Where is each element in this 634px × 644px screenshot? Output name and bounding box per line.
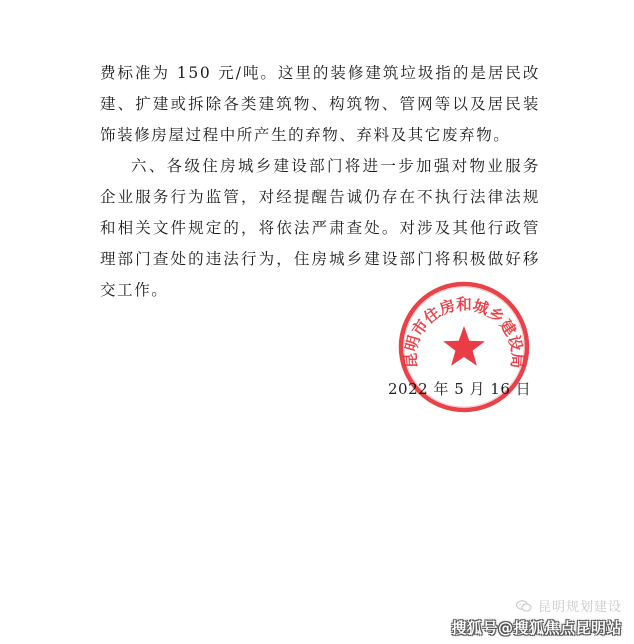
watermark-credit: 搜狐号@搜狐焦点昆明站 bbox=[451, 619, 622, 637]
star-icon bbox=[443, 326, 485, 366]
watermark-account: 昆明规划建设 bbox=[537, 600, 622, 615]
seal-text: 昆明市住房和城乡建设局 bbox=[401, 295, 527, 369]
document-body bbox=[100, 58, 540, 306]
watermark bbox=[422, 596, 622, 638]
paragraph-fee-standard: 费标准为 150 元/吨。这里的装修建筑垃圾指的是居民改建、扩建或拆除各类建筑物、构筑物、管网等以及居民装饰装修房屋过程中所产生的弃物、弃料及其它废弃物。 bbox=[100, 64, 540, 144]
official-seal bbox=[395, 278, 533, 416]
wechat-icon bbox=[516, 600, 532, 612]
paragraph-item-six: 六、各级住房城乡建设部门将进一步加强对物业服务企业服务行为监管，对经提醒告诚仍存在不执行法律法规和相关文件规定的，将依法严肃查处。对涉及其他行政管理部门查处的违法行为，住房城乡建设部门将积极做好移交工作。 bbox=[100, 157, 540, 299]
watermark-account-row bbox=[422, 596, 622, 615]
document-date: 2022 年 5 月 16 日 bbox=[388, 380, 532, 398]
